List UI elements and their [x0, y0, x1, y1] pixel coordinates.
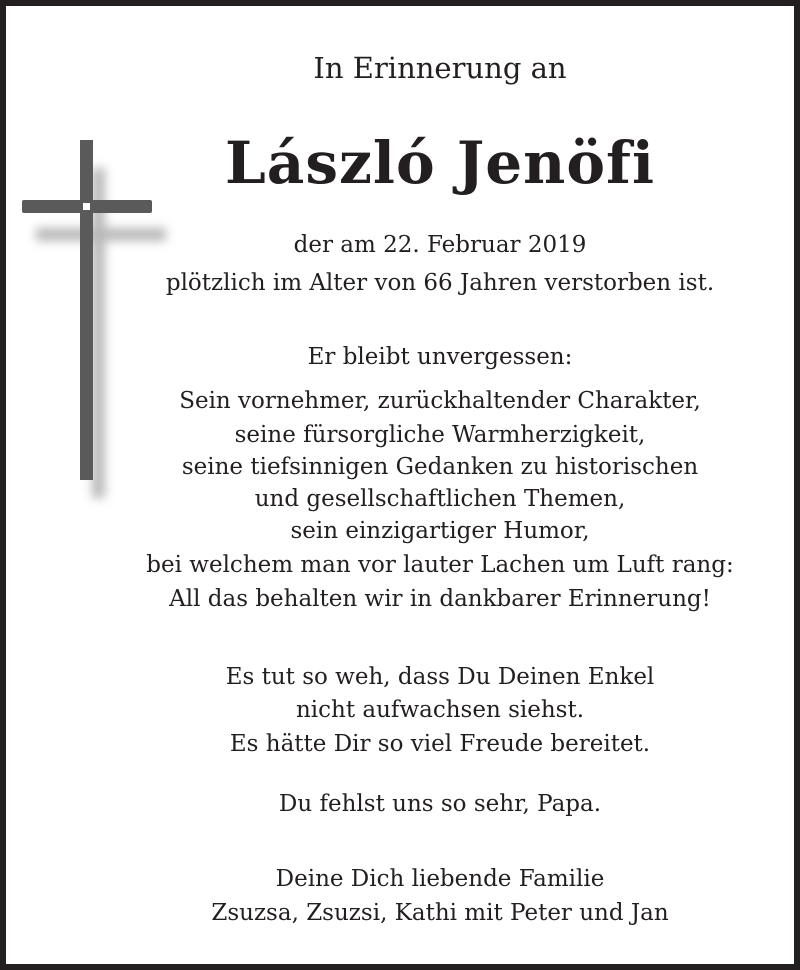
tribute-line: bei welchem man vor lauter Lachen um Luft rang: [146, 552, 734, 578]
tribute-line: seine fürsorgliche Warmherzigkeit, [234, 422, 646, 448]
death-line: der am 22. Februar 2019 [293, 232, 587, 258]
tribute-line: und gesellschaftlichen Themen, [254, 486, 626, 512]
tribute-line: Er bleibt unvergessen: [307, 344, 573, 370]
grief-line: Es tut so weh, dass Du Deinen Enkel [225, 664, 655, 690]
death-line: plötzlich im Alter von 66 Jahren verstorben ist. [165, 270, 715, 296]
tribute-line: seine tiefsinnigen Gedanken zu historischen [181, 454, 699, 480]
tribute-line: All das behalten wir in dankbarer Erinnerung! [169, 586, 711, 612]
grief-line: Es hätte Dir so viel Freude bereitet. [229, 731, 651, 757]
grief-line: nicht aufwachsen siehst. [295, 697, 585, 723]
deceased-name: László Jenöfi [224, 129, 656, 197]
signature-line: Zsuzsa, Zsuzsi, Kathi mit Peter und Jan [211, 900, 669, 926]
tribute-line: sein einzigartiger Humor, [290, 518, 590, 544]
signature-line: Deine Dich liebende Familie [275, 866, 605, 892]
miss-line: Du fehlst uns so sehr, Papa. [278, 791, 602, 817]
heading: In Erinnerung an [313, 51, 567, 85]
tribute-line: Sein vornehmer, zurückhaltender Charakter, [179, 388, 701, 414]
